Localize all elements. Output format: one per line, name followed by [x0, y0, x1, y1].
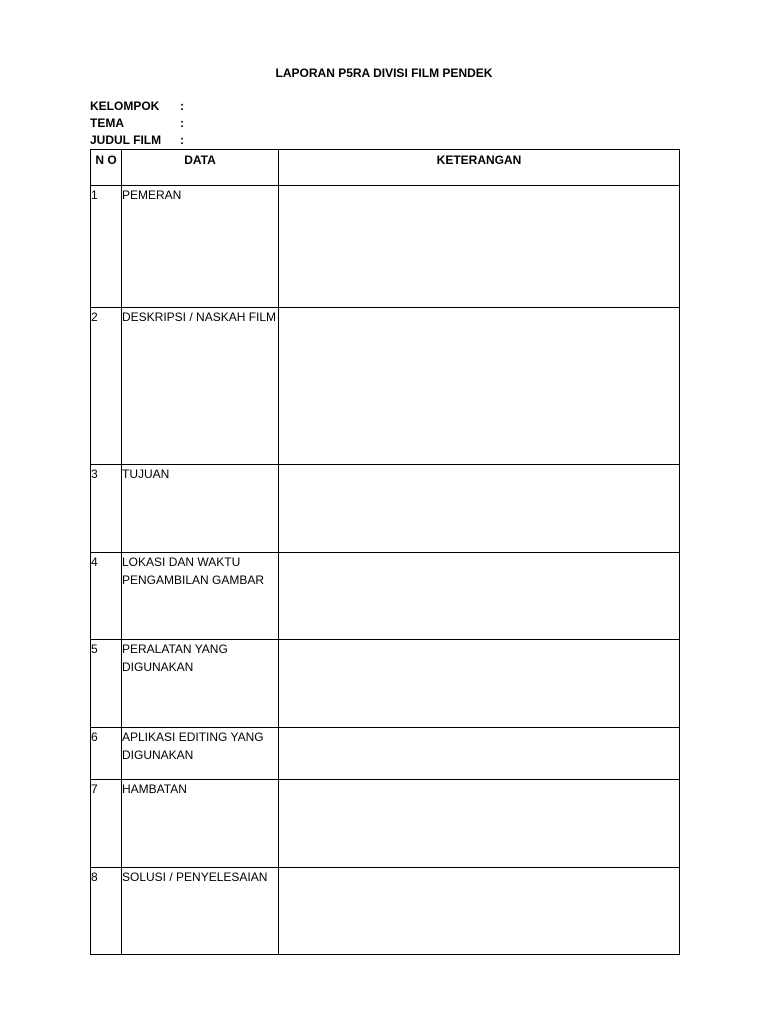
row-number: 2 [91, 308, 122, 465]
table-row [91, 186, 680, 308]
document-title: LAPORAN P5RA DIVISI FILM PENDEK [275, 66, 493, 80]
row-number: 3 [91, 465, 122, 553]
header-data: DATA [122, 150, 279, 186]
table-row [91, 780, 680, 868]
meta-fields [90, 98, 390, 149]
row-keterangan-cell[interactable] [279, 308, 680, 465]
row-keterangan-cell[interactable] [279, 640, 680, 728]
meta-row-judul-film [90, 132, 390, 149]
header-no: N O [91, 150, 122, 186]
row-number: 4 [91, 553, 122, 640]
tema-field[interactable] [190, 115, 390, 132]
meta-row-kelompok [90, 98, 390, 115]
row-data-label: PEMERAN [122, 186, 279, 308]
table-row [91, 868, 680, 955]
row-keterangan-cell[interactable] [279, 465, 680, 553]
table-header-row [91, 150, 680, 186]
row-number: 7 [91, 780, 122, 868]
meta-colon-judul-film: : [180, 133, 184, 147]
row-number: 5 [91, 640, 122, 728]
meta-row-tema [90, 115, 390, 132]
table-row [91, 553, 680, 640]
row-number: 6 [91, 728, 122, 780]
row-data-label: HAMBATAN [122, 780, 279, 868]
row-data-label: APLIKASI EDITING YANG DIGUNAKAN [122, 728, 279, 780]
row-data-label: PERALATAN YANG DIGUNAKAN [122, 640, 279, 728]
table-row [91, 640, 680, 728]
meta-label-kelompok: KELOMPOK [90, 99, 160, 113]
table-row [91, 465, 680, 553]
judul-film-field[interactable] [190, 132, 390, 149]
row-keterangan-cell[interactable] [279, 868, 680, 955]
row-data-label: TUJUAN [122, 465, 279, 553]
kelompok-field[interactable] [190, 98, 390, 115]
row-keterangan-cell[interactable] [279, 728, 680, 780]
table-row [91, 308, 680, 465]
meta-label-tema: TEMA [90, 116, 124, 130]
meta-label-judul-film: JUDUL FILM [90, 133, 162, 147]
row-keterangan-cell[interactable] [279, 553, 680, 640]
header-keterangan: KETERANGAN [279, 150, 680, 186]
row-keterangan-cell[interactable] [279, 186, 680, 308]
report-table [90, 149, 680, 955]
row-data-label: DESKRIPSI / NASKAH FILM [122, 308, 279, 465]
row-number: 1 [91, 186, 122, 308]
row-data-label: SOLUSI / PENYELESAIAN [122, 868, 279, 955]
meta-colon-tema: : [180, 116, 184, 130]
row-data-label: LOKASI DAN WAKTU PENGAMBILAN GAMBAR [122, 553, 279, 640]
table-row [91, 728, 680, 780]
row-number: 8 [91, 868, 122, 955]
meta-colon-kelompok: : [180, 99, 184, 113]
row-keterangan-cell[interactable] [279, 780, 680, 868]
